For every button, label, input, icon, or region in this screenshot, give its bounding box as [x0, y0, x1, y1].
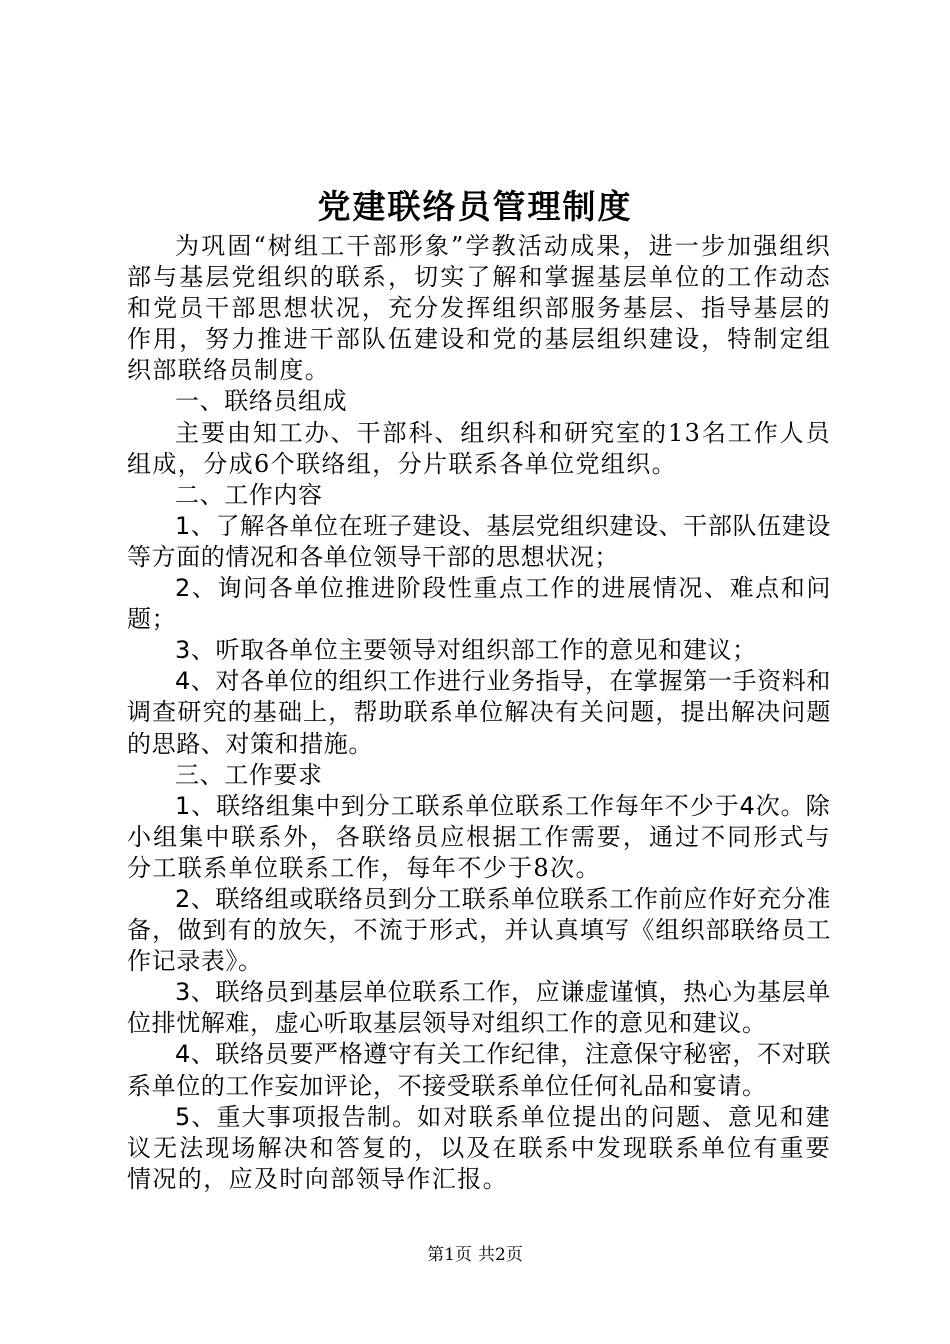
section-1-paragraph: 主要由知工办、干部科、组织科和研究室的13名工作人员组成，分成6个联络组，分片联系各单位党组织。 — [127, 418, 831, 478]
document-title: 党建联络员管理制度 — [317, 187, 633, 226]
work-requirement-item-5 — [127, 1102, 831, 1195]
requirement-5-tail: 如对联系单位提出的问题、意见和建议无法现场解决和答复的，以及在联系中发现联系单位有重要情况的，应及时向部领导作汇报。 — [127, 1102, 831, 1193]
section-heading-3: 三、工作要求 — [175, 760, 323, 789]
requirement-5-lead: 5、重大事项报告制。 — [175, 1102, 418, 1131]
work-content-item-4: 4、对各单位的组织工作进行业务指导，在掌握第一手资料和调查研究的基础上，帮助联系单位解决有关问题，提出解决问题的思路、对策和措施。 — [127, 667, 831, 758]
page-total: 共2页 — [478, 1245, 523, 1265]
work-requirement-item-3: 3、联络员到基层单位联系工作，应谦虚谨慎，热心为基层单位排忧解难，虚心听取基层领导对组织工作的意见和建议。 — [127, 978, 831, 1038]
work-content-item-2: 2、询问各单位推进阶段性重点工作的进展情况、难点和问题； — [127, 574, 831, 634]
page-footer — [0, 1243, 950, 1267]
intro-paragraph: 为巩固“树组工干部形象”学教活动成果，进一步加强组织部与基层党组织的联系，切实了解和掌握基层单位的工作动态和党员干部思想状况，充分发挥组织部服务基层、指导基层的作用，努力推进干部队伍建设和党的基层组织建设，特制定组织部联络员制度。 — [127, 232, 831, 385]
work-requirement-item-1 — [127, 791, 831, 884]
section-heading-2: 二、工作内容 — [175, 480, 323, 509]
requirement-1-lead: 1、联络组集中到分工联系单位联系工作每年不少于4次。 — [175, 791, 806, 820]
work-requirement-item-2: 2、联络组或联络员到分工联系单位联系工作前应作好充分准备，做到有的放矢，不流于形式，并认真填写《组织部联络员工作记录表》。 — [127, 884, 831, 976]
work-content-item-1: 1、了解各单位在班子建设、基层党组织建设、干部队伍建设等方面的情况和各单位领导干部的思想状况； — [127, 511, 831, 571]
document-body — [127, 231, 831, 1195]
work-requirement-item-4: 4、联络员要严格遵守有关工作纪律，注意保守秘密，不对联系单位的工作妄加评论，不接受联系单位任何礼品和宴请。 — [127, 1040, 831, 1100]
section-heading-1: 一、联络员组成 — [175, 387, 348, 416]
requirement-1-tail: 除小组集中联系外，各联络员应根据工作需要，通过不同形式与分工联系单位联系工作，每年不少于8次。 — [127, 791, 831, 882]
work-content-item-3: 3、听取各单位主要领导对组织部工作的意见和建议； — [175, 636, 757, 665]
page-number: 第1页 — [427, 1245, 472, 1265]
